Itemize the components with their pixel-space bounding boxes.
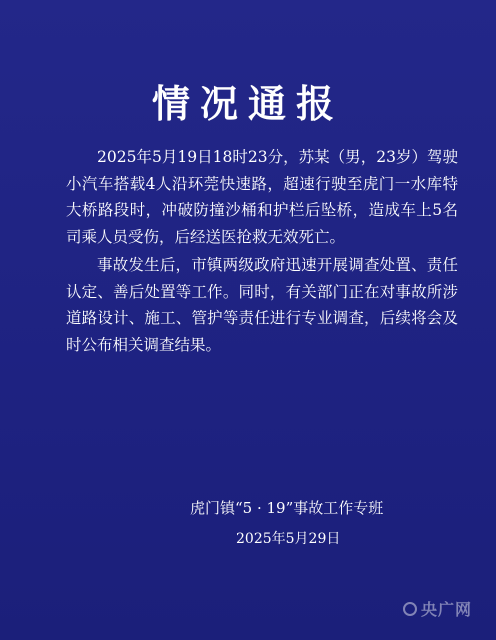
notice-title: 情况通报 <box>151 82 344 126</box>
notice-date: 2025年5月29日 <box>236 531 341 547</box>
notice-paragraph-2: 事故发生后，市镇两级政府迅速开展调查处置、责任认定、善后处置等工作。同时，有关部门正在对事故所涉道路设计、施工、管护等责任进行专业调查，后续将会及时公布相关调查结果。 <box>66 256 458 354</box>
notice-body <box>66 144 458 358</box>
watermark-text: 央广网 <box>420 600 472 619</box>
watermark <box>403 597 472 620</box>
notice-signature: 虎门镇“5 · 19”事故工作专班 <box>190 499 384 517</box>
cnr-logo-icon <box>403 602 417 616</box>
notice-paragraph-1: 2025年5月19日18时23分，苏某（男，23岁）驾驶小汽车搭载4人沿环莞快速路，超速行驶至虎门一水库特大桥路段时，冲破防撞沙桶和护栏后坠桥，造成车上5名司乘人员受伤，后经送医抢救无效死亡。 <box>66 148 458 246</box>
